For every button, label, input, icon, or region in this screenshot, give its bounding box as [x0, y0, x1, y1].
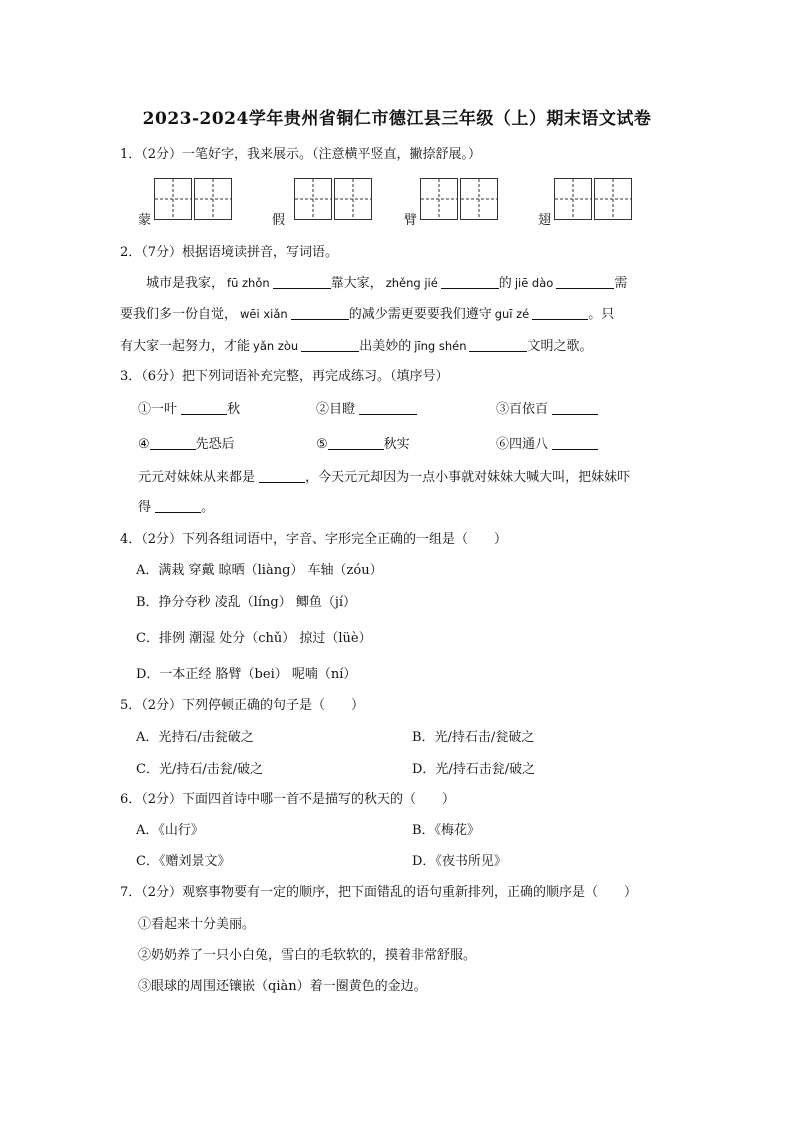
q3-sentence-1 — [138, 468, 630, 488]
q3-item-5 — [316, 435, 410, 455]
q5-option-c[interactable]: C．光/持石/击瓮/破之 — [136, 762, 264, 777]
q3-item-1 — [138, 400, 240, 420]
q2-text: 靠大家， — [330, 276, 383, 291]
answer-blank[interactable] — [552, 400, 598, 415]
grid-char-4: 翅 — [538, 213, 552, 228]
answer-blank[interactable] — [181, 400, 227, 415]
q6-option-b[interactable]: B．《梅花》 — [412, 823, 481, 838]
q5-option-a[interactable]: A．光持石/击瓮破之 — [136, 730, 254, 745]
q4-option-d[interactable]: D．一本正经 胳臂（bei） 呢喃（ní） — [136, 667, 357, 682]
q3-text: ③百依百 — [496, 402, 549, 417]
answer-blank[interactable] — [273, 274, 331, 289]
q3-text: ⑥四通八 — [496, 437, 549, 452]
pinyin: yǎn zòu — [253, 339, 299, 353]
answer-blank[interactable] — [469, 337, 527, 352]
q3-text: 得 — [138, 500, 152, 515]
q7-item-3: ③眼球的周围还镶嵌（qiàn）着一圈黄色的金边。 — [138, 979, 427, 994]
grid-char-2: 假 — [272, 213, 286, 228]
answer-blank[interactable] — [359, 400, 417, 415]
answer-blank[interactable] — [328, 435, 384, 450]
answer-blank[interactable] — [532, 305, 588, 320]
answer-blank[interactable] — [556, 274, 614, 289]
tianzige-cell[interactable] — [554, 178, 592, 220]
pinyin: wēi xiǎn — [240, 307, 288, 321]
q2-text: 的 — [498, 276, 512, 291]
q2-text: 需 — [614, 276, 628, 291]
page-title: 2023-2024学年贵州省铜仁市德江县三年级（上）期末语文试卷 — [142, 109, 652, 129]
q2-text: 文明之歌。 — [527, 339, 593, 354]
q3-item-6 — [496, 435, 598, 455]
q3-text: ，今天元元却因为一点小事就对妹妹大喊大叫，把妹妹吓 — [305, 470, 631, 485]
question-4: 4．（2分）下列各组词语中，字音、字形完全正确的一组是（ ） — [120, 532, 508, 547]
q3-text: 秋实 — [383, 437, 410, 452]
tianzige-cell[interactable] — [594, 178, 632, 220]
pinyin: guī zé — [494, 307, 530, 321]
answer-blank[interactable] — [291, 305, 349, 320]
question-5: 5．（2分）下列停顿正确的句子是（ ） — [120, 698, 365, 713]
tianzige-cell[interactable] — [194, 178, 232, 220]
q4-option-a[interactable]: A．满栽 穿戴 晾晒（liàng） 车轴（zóu） — [136, 563, 383, 578]
q2-text: 的减少需更要要我们遵守 — [348, 307, 492, 322]
pinyin: jiē dào — [514, 276, 554, 290]
q2-line-2 — [120, 304, 614, 325]
tianzige-cell[interactable] — [460, 178, 498, 220]
q3-item-4 — [138, 435, 235, 455]
q2-text: 出美妙的 — [359, 339, 412, 354]
q7-item-1: ①看起来十分美丽。 — [138, 917, 256, 932]
pinyin: jīng shén — [414, 339, 467, 353]
q6-option-a[interactable]: A．《山行》 — [136, 823, 204, 838]
question-7: 7．（2分）观察事物要有一定的顺序，把下面错乱的语句重新排列，正确的顺序是（ ） — [120, 885, 638, 900]
pinyin: zhěng jié — [385, 276, 438, 290]
q3-sentence-2: 得 。 — [138, 500, 215, 515]
grid-char-1: 蒙 — [138, 213, 152, 228]
q5-option-b[interactable]: B．光/持石击/瓮破之 — [412, 730, 535, 745]
q3-text: ⑤ — [316, 437, 328, 452]
answer-blank[interactable] — [552, 435, 598, 450]
q6-option-c[interactable]: C．《赠刘景文》 — [136, 854, 231, 869]
tianzige-cell[interactable] — [294, 178, 332, 220]
q2-text: 城市是我家， — [146, 276, 225, 291]
q4-option-c[interactable]: C．排例 潮湿 处分（chǔ） 掠过（lüè） — [136, 631, 372, 646]
answer-blank[interactable] — [155, 498, 201, 513]
q3-text: ④ — [138, 437, 150, 452]
q4-option-b[interactable]: B．挣分夺秒 凌乱（líng） 鲫鱼（jí） — [136, 595, 357, 610]
question-2: 2．（7分）根据语境读拼音，写词语。 — [120, 245, 339, 260]
answer-blank[interactable] — [301, 337, 359, 352]
q3-item-2 — [316, 400, 417, 420]
q3-text: ②目瞪 — [316, 402, 356, 417]
q7-item-2: ②奶奶养了一只小白兔，雪白的毛软软的，摸着非常舒服。 — [138, 948, 477, 963]
question-6: 6．（2分）下面四首诗中哪一首不是描写的秋天的（ ） — [120, 792, 456, 807]
q5-option-d[interactable]: D．光/持石击瓮/破之 — [412, 762, 536, 777]
q2-text: 要我们多一份自觉， — [120, 307, 238, 322]
answer-blank[interactable] — [150, 435, 196, 450]
grid-char-3: 臂 — [404, 213, 418, 228]
q2-text: 。只 — [588, 307, 615, 322]
q3-text: 先恐后 — [195, 437, 235, 452]
q2-text: 有大家一起努力，才能 — [120, 339, 251, 354]
tianzige-cell[interactable] — [154, 178, 192, 220]
q2-line-1 — [146, 273, 627, 294]
answer-blank[interactable] — [441, 274, 499, 289]
answer-blank[interactable] — [259, 468, 305, 483]
tianzige-cell[interactable] — [420, 178, 458, 220]
tianzige-cell[interactable] — [334, 178, 372, 220]
q3-text: 秋 — [227, 402, 241, 417]
question-3: 3．（6分）把下列词语补充完整，再完成练习。（填序号） — [120, 369, 449, 384]
q3-text: ①一叶 — [138, 402, 178, 417]
pinyin: fū zhǒn — [227, 276, 270, 290]
q3-text: 元元对妹妹从来都是 — [138, 470, 256, 485]
q6-option-d[interactable]: D．《夜书所见》 — [412, 854, 507, 869]
q3-item-3 — [496, 400, 598, 420]
question-1: 1．（2分）一笔好字，我来展示。（注意横平竖直，撇捺舒展。） — [120, 147, 482, 162]
q2-line-3 — [120, 336, 593, 357]
